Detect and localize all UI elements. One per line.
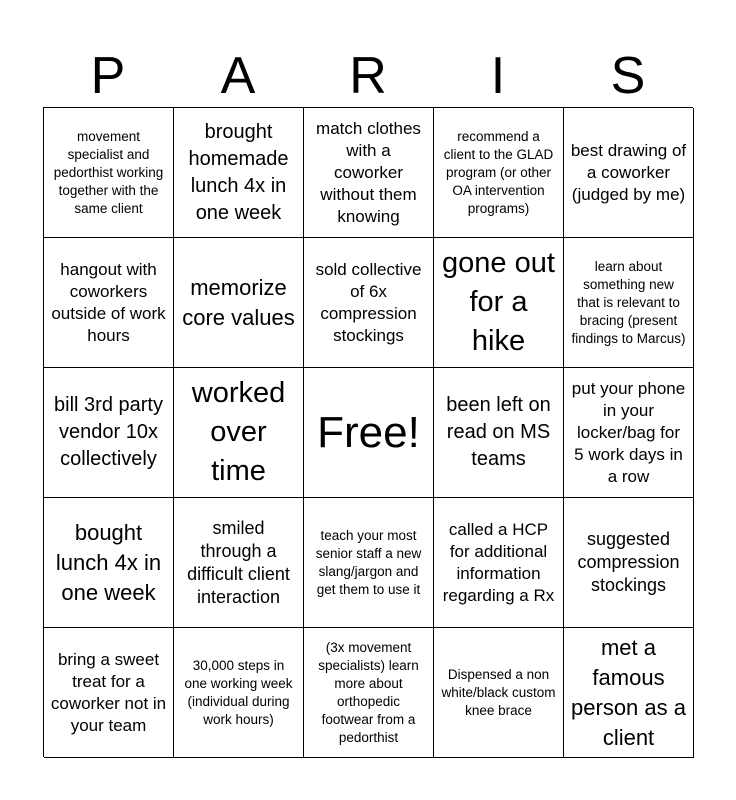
bingo-cell[interactable]: movement specialist and pedorthist working together with the same client [44, 108, 174, 238]
bingo-cell[interactable]: put your phone in your locker/bag for 5 work days in a row [564, 368, 694, 498]
bingo-cell[interactable]: called a HCP for additional information regarding a Rx [434, 498, 564, 628]
bingo-cell[interactable]: Dispensed a non white/black custom knee brace [434, 628, 564, 758]
bingo-cell[interactable]: learn about something new that is relevant to bracing (present findings to Marcus) [564, 238, 694, 368]
header-letter-r: R [349, 47, 387, 105]
free-space-cell[interactable]: Free! [304, 368, 434, 498]
bingo-cell[interactable]: met a famous person as a client [564, 628, 694, 758]
bingo-cell[interactable]: teach your most senior staff a new slang/jargon and get them to use it [304, 498, 434, 628]
bingo-cell[interactable]: match clothes with a coworker without them knowing [304, 108, 434, 238]
bingo-cell[interactable]: bring a sweet treat for a coworker not in your team [44, 628, 174, 758]
bingo-cell[interactable]: been left on read on MS teams [434, 368, 564, 498]
bingo-grid [43, 107, 693, 757]
bingo-cell[interactable]: brought homemade lunch 4x in one week [174, 108, 304, 238]
bingo-cell[interactable]: (3x movement specialists) learn more about orthopedic footwear from a pedorthist [304, 628, 434, 758]
bingo-cell[interactable]: 30,000 steps in one working week (individual during work hours) [174, 628, 304, 758]
bingo-cell[interactable]: gone out for a hike [434, 238, 564, 368]
bingo-cell[interactable]: memorize core values [174, 238, 304, 368]
bingo-cell[interactable]: suggested compression stockings [564, 498, 694, 628]
bingo-header [43, 46, 693, 106]
header-letter-i: I [490, 47, 506, 105]
header-letter-a: A [220, 47, 256, 105]
header-letter-p: P [90, 47, 126, 105]
bingo-cell[interactable]: worked over time [174, 368, 304, 498]
bingo-cell[interactable]: best drawing of a coworker (judged by me) [564, 108, 694, 238]
bingo-cell[interactable]: sold collective of 6x compression stockings [304, 238, 434, 368]
bingo-cell[interactable]: hangout with coworkers outside of work hours [44, 238, 174, 368]
header-letter-s: S [610, 47, 646, 105]
bingo-cell[interactable]: recommend a client to the GLAD program (or other OA intervention programs) [434, 108, 564, 238]
bingo-cell[interactable]: smiled through a difficult client interaction [174, 498, 304, 628]
bingo-cell[interactable]: bought lunch 4x in one week [44, 498, 174, 628]
bingo-cell[interactable]: bill 3rd party vendor 10x collectively [44, 368, 174, 498]
